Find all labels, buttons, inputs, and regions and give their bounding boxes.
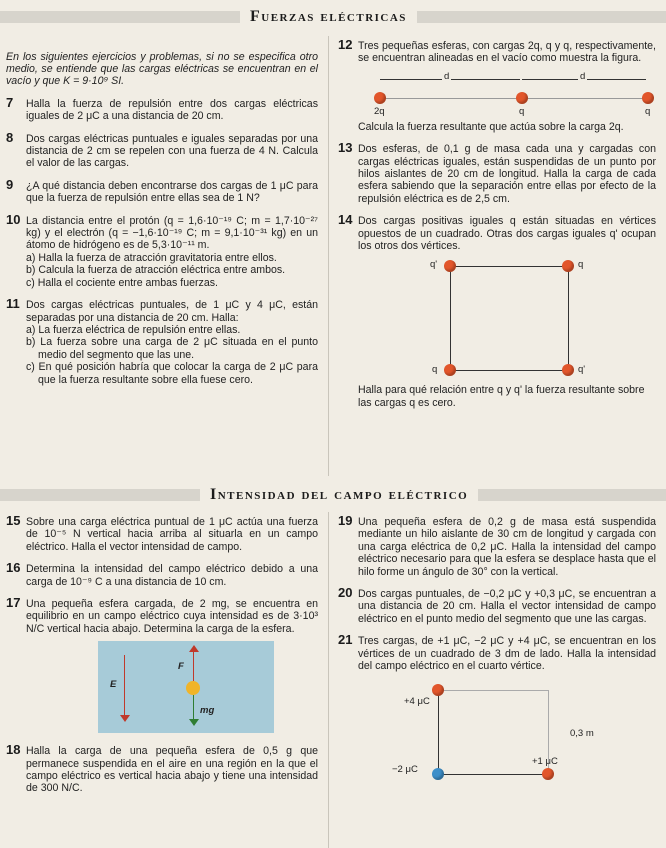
label-minus2: −2 μC	[392, 764, 418, 776]
subitem-b: b) La fuerza sobre una carga de 2 μC situada en el punto medio del segmento que las une.	[26, 336, 318, 361]
square-left	[438, 690, 439, 774]
charge-br	[562, 364, 574, 376]
section-header-campo	[0, 482, 666, 508]
distance-label-2: d	[580, 70, 586, 82]
problem-number: 16	[6, 560, 21, 576]
weight-arrowhead	[189, 719, 199, 726]
problem-text: Dos cargas eléctricas puntuales e iguales separadas por una distancia de 2 cm se repelen con una fuerza de 4 N. Calcula el valor de las cargas.	[26, 132, 318, 170]
charge-tl	[444, 260, 456, 272]
problem-number: 18	[6, 742, 21, 758]
section-title: Fuerzas eléctricas	[240, 6, 417, 28]
subitem-a: a) Halla la fuerza de atracción gravitatoria entre ellos.	[26, 251, 277, 264]
subitem-a: a) La fuerza eléctrica de repulsión entre ellas.	[26, 323, 241, 336]
weight-arrow	[193, 695, 194, 721]
charge-q-right	[642, 92, 654, 104]
label-mg: mg	[200, 705, 215, 717]
figure-17	[98, 641, 274, 733]
charge-2q	[374, 92, 386, 104]
problem-7	[6, 94, 318, 123]
problem-18	[6, 742, 318, 795]
problem-number: 21	[338, 632, 353, 648]
charge-bl	[444, 364, 456, 376]
problem-text: Una pequeña esfera de 0,2 g de masa está suspendida mediante un hilo aislante de 30 cm de longitud y cargada con una carga eléctrica de 0,2 μC. Halla la intensidad del campo eléctrico necesario para que la esfera se desplace hasta que el hilo forme un ángulo de 30° con la vertical.	[358, 516, 656, 578]
section-title: Intensidad del campo eléctrico	[200, 484, 478, 506]
charge-label-q: q	[645, 105, 651, 117]
charge-tr	[562, 260, 574, 272]
label-tl: q'	[430, 259, 438, 271]
problem-text: Sobre una carga eléctrica puntual de 1 μC actúa una fuerza de 10⁻⁵ N vertical hacia arriba al situarla en un campo eléctrico. Halla el vector intensidad de campo.	[26, 516, 318, 553]
subitem-b: b) Calcula la fuerza de atracción eléctrica entre ambos.	[26, 264, 286, 277]
problem-12-question: Calcula la fuerza resultante que actúa sobre la carga 2q.	[358, 120, 624, 133]
force-arrow	[193, 649, 194, 681]
charge-label-q: q	[519, 105, 525, 117]
square-right	[568, 266, 569, 370]
label-f: F	[178, 661, 184, 673]
problem-number: 20	[338, 585, 353, 601]
problem-text: Dos cargas eléctricas puntuales, de 1 μC y 4 μC, están separadas por una distancia de 20 cm. Halla:	[26, 299, 318, 324]
figure-21	[378, 676, 656, 786]
intro-text: En los siguientes ejercicios y problemas, si no se especifica otro medio, se entiende que las cargas eléctricas se encuentran en el vacío y que K = 9·10⁹ SI.	[6, 50, 318, 88]
square-top	[438, 690, 548, 691]
subitem-c: c) En qué posición habría que colocar la carga de 2 μC para que la fuerza resultante sobre ella fuese cero.	[26, 361, 318, 386]
problem-text: Dos cargas positivas iguales q están situadas en vértices opuestos de un cuadrado. Otras dos cargas iguales q' ocupan los otros dos vértices.	[358, 215, 656, 253]
problem-number: 17	[6, 595, 21, 611]
problem-number: 8	[6, 129, 14, 145]
problem-number: 14	[338, 212, 353, 228]
figure-14	[418, 256, 656, 382]
problem-number: 13	[338, 140, 353, 156]
section-header-fuerzas	[0, 4, 666, 30]
charge-q-middle	[516, 92, 528, 104]
problem-text: Una pequeña esfera cargada, de 2 mg, se encuentra en equilibrio en un campo eléctrico cuya intensidad es de 3·10³ N/C vertical hacia abajo. Determina la carga de la esfera.	[26, 598, 318, 635]
right-column-1	[338, 37, 656, 409]
field-arrow	[124, 655, 125, 719]
problem-9	[6, 176, 318, 205]
label-plus1: +1 μC	[532, 756, 558, 768]
problem-text: Dos esferas, de 0,1 g de masa cada una y cargadas con cargas eléctricas iguales, están suspendidas de un punto por hilos aislantes de 20 cm de longitud. Halla la carga de cada esfera sabiendo que la separación entre ellas por efecto de la repulsión eléctrica es de 2,5 cm.	[358, 143, 656, 205]
problem-16	[6, 560, 318, 588]
figure-12	[358, 71, 656, 117]
problem-21	[338, 632, 656, 673]
problem-number: 19	[338, 513, 353, 528]
label-plus4: +4 μC	[404, 696, 430, 708]
label-e: E	[110, 679, 117, 691]
problem-number: 7	[6, 94, 14, 110]
problem-12	[338, 37, 656, 65]
subitem-c: c) Halla el cociente entre ambas fuerzas.	[26, 276, 218, 289]
problem-17	[6, 595, 318, 635]
problem-text: Tres cargas, de +1 μC, −2 μC y +4 μC, se encuentran en los vértices de un cuadrado de 3 dm de lado. Halla la intensidad del campo eléctrico en el cuarto vértice.	[358, 635, 656, 673]
problem-number: 15	[6, 513, 21, 528]
charge-plus4	[432, 684, 444, 696]
problem-number: 11	[6, 296, 20, 312]
side-length-label: 0,3 m	[570, 728, 594, 740]
right-column-2	[338, 513, 656, 786]
problem-text: Dos cargas puntuales, de −0,2 μC y +0,3 μC, se encuentran a una distancia de 20 cm. Halla el vector intensidad de campo eléctrico en el punto medio del segmento que une las cargas.	[358, 588, 656, 625]
problem-19	[338, 513, 656, 578]
left-column-1	[6, 40, 318, 396]
problem-10	[6, 211, 318, 289]
charge-minus2	[432, 768, 444, 780]
problem-text: La distancia entre el protón (q = 1,6·10⁻¹⁹ C; m = 1,7·10⁻²⁷ kg) y el electrón (q = −1,6·10⁻¹⁹ C; m = 9,1·10⁻³¹ kg) en un átomo de hidrógeno es de 5,3·10⁻¹¹ m.	[26, 214, 318, 252]
problem-text: Determina la intensidad del campo eléctrico debido a una carga de 10⁻⁹ C a una distancia de 10 cm.	[26, 563, 318, 588]
label-bl: q	[432, 364, 438, 376]
problem-20	[338, 585, 656, 625]
problem-text: Halla la fuerza de repulsión entre dos cargas eléctricas iguales de 2 μC a una distancia de 20 cm.	[26, 97, 318, 123]
problem-15	[6, 513, 318, 553]
problem-13	[338, 140, 656, 205]
column-divider	[328, 36, 329, 476]
charge-label-2q: 2q	[374, 105, 385, 117]
problem-text: Halla la carga de una pequeña esfera de 0,5 g que permanece suspendida en el aire en una región en la que el campo eléctrico es vertical hacia abajo y tiene una intensidad de 300 N/C.	[26, 745, 318, 795]
field-arrowhead	[120, 715, 130, 722]
problem-text: ¿A qué distancia deben encontrarse dos cargas de 1 μC para que la fuerza de repulsión entre ellas sea de 1 N?	[26, 179, 318, 205]
square-left	[450, 266, 451, 370]
distance-label-1: d	[444, 70, 450, 82]
square-bottom	[450, 370, 568, 371]
problem-number: 12	[338, 37, 353, 52]
problem-11	[6, 296, 318, 386]
label-br: q'	[578, 364, 586, 376]
axis-line	[380, 98, 648, 99]
problem-number: 9	[6, 176, 14, 192]
charge-plus1	[542, 768, 554, 780]
square-bottom	[438, 774, 548, 775]
left-column-2	[6, 513, 318, 805]
problem-14-question: Halla para qué relación entre q y q' la fuerza resultante sobre las cargas q es cero.	[358, 384, 645, 409]
problem-8	[6, 129, 318, 170]
label-tr: q	[578, 259, 584, 271]
square-top	[450, 266, 568, 267]
charged-sphere	[186, 681, 200, 695]
problem-14	[338, 212, 656, 253]
problem-number: 10	[6, 211, 21, 227]
column-divider	[328, 512, 329, 848]
problem-text: Tres pequeñas esferas, con cargas 2q, q y q, respectivamente, se encuentran alineadas en el vacío como muestra la figura.	[358, 40, 656, 65]
force-arrowhead	[189, 645, 199, 652]
